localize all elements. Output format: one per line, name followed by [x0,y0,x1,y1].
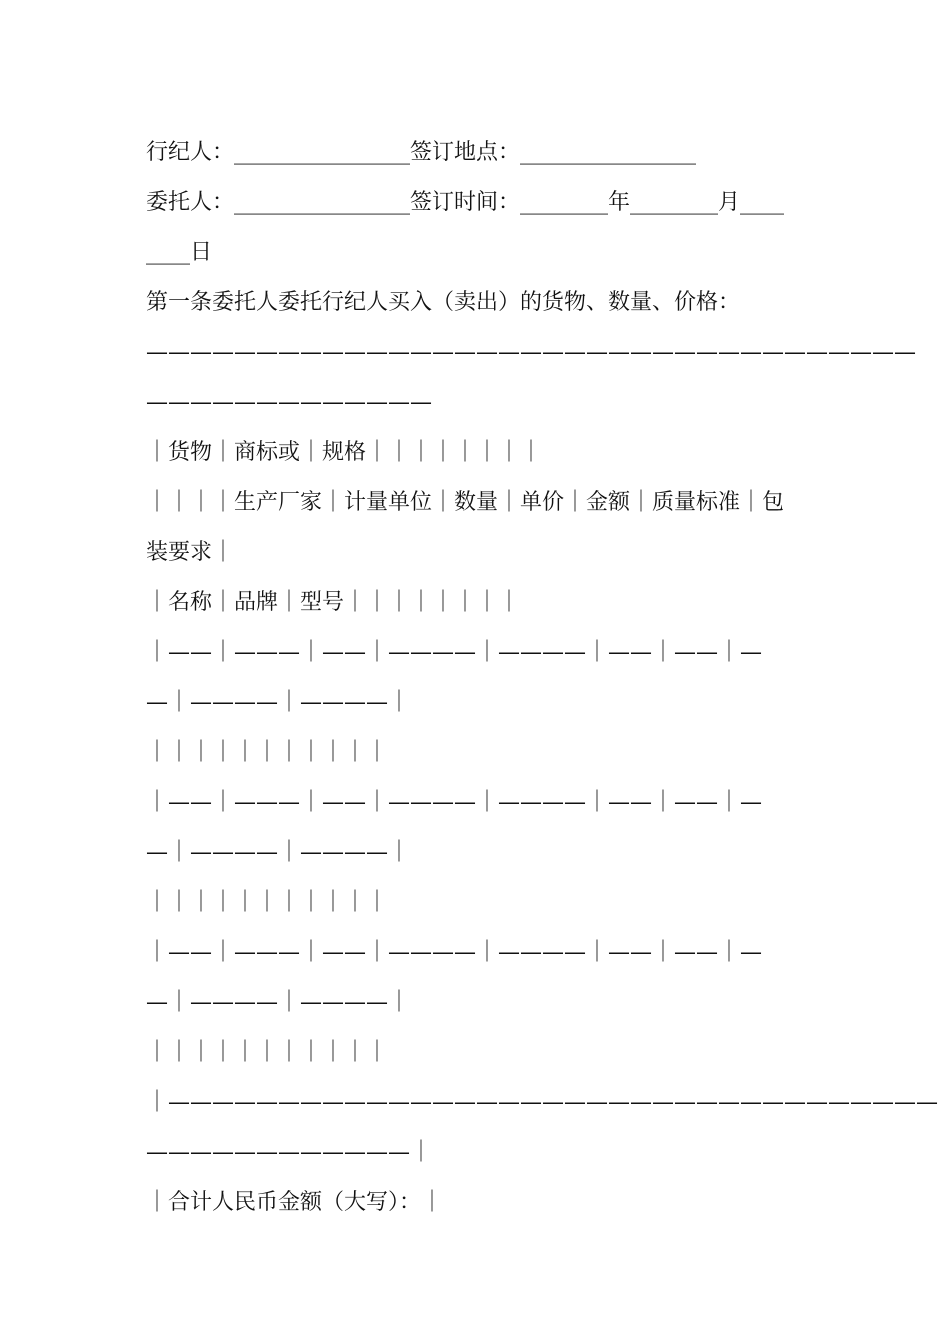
text-line-principal-date: 委托人：________________签订时间：________年________月____ [146,190,785,215]
table-separator: ｜——｜———｜——｜————｜————｜——｜——｜— [146,790,763,815]
table-separator-cont: —｜————｜————｜ [146,990,411,1015]
table-top-border: ——————————————————————————————————— [146,340,916,365]
table-total-row: ｜合计人民币金额（大写）：｜ [146,1190,444,1215]
table-separator-cont: —｜————｜————｜ [146,840,411,865]
table-row: ｜｜｜｜｜｜｜｜｜｜｜ [146,740,389,765]
table-header-row-1: ｜货物｜商标或｜规格｜｜｜｜｜｜｜｜ [146,440,543,465]
text-line-date-day: ____日 [146,240,213,265]
clause-one-heading: 第一条委托人委托行纪人买入（卖出）的货物、数量、价格： [146,290,741,315]
table-header-row-3: ｜名称｜品牌｜型号｜｜｜｜｜｜｜｜ [146,590,521,615]
table-header-row-2-cont: 装要求｜ [146,540,235,565]
table-separator: ｜——｜———｜——｜————｜————｜——｜——｜— [146,940,763,965]
table-header-row-2: ｜｜｜｜生产厂家｜计量单位｜数量｜单价｜金额｜质量标准｜包 [146,490,785,515]
table-bottom-border: ｜——————————————————————————————————— [146,1090,939,1115]
table-row: ｜｜｜｜｜｜｜｜｜｜｜ [146,1040,389,1065]
table-row: ｜｜｜｜｜｜｜｜｜｜｜ [146,890,389,915]
contract-page [146,128,939,1228]
table-bottom-border-cont: ————————————｜ [146,1140,433,1165]
text-line-agent-place: 行纪人：________________签订地点：________________ [146,140,697,165]
table-separator: ｜——｜———｜——｜————｜————｜——｜——｜— [146,640,763,665]
table-separator-cont: —｜————｜————｜ [146,690,411,715]
table-top-border-cont: ————————————— [146,390,432,415]
